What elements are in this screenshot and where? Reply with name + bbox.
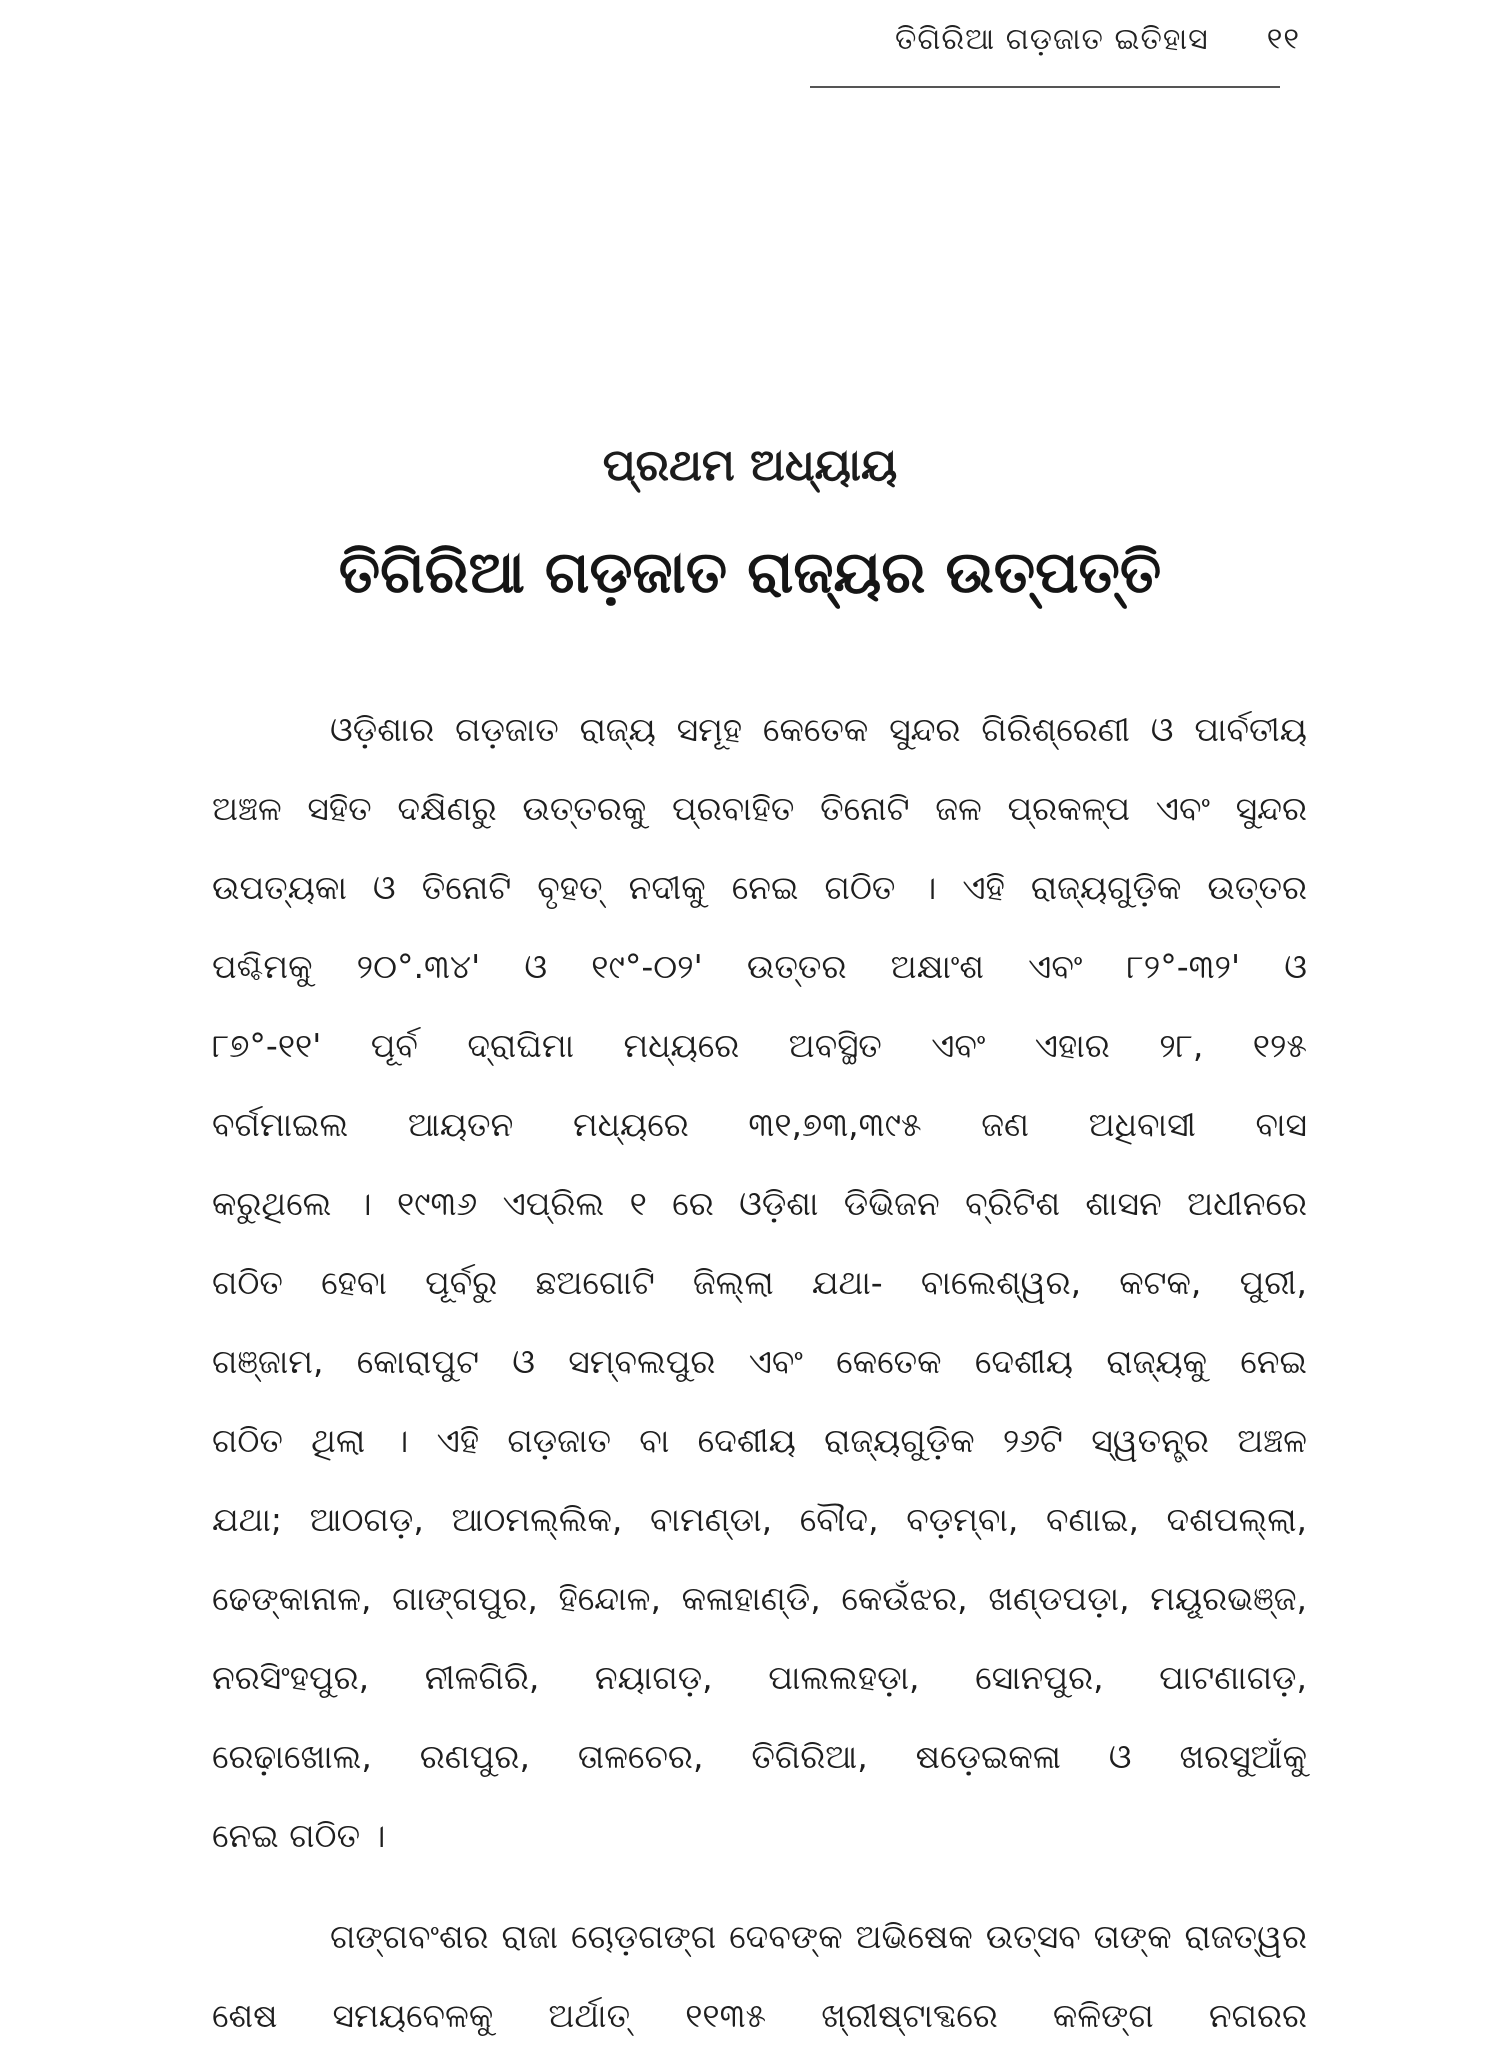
running-head (895, 22, 1300, 57)
paragraph-line: କରୁଥିଲେ । ୧୯୩୬ ଏପ୍ରିଲ ୧ ରେ ଓଡ଼ିଶା ଡିଭିଜନ ବ୍ରିଟିଶ ଶାସନ ଅଧୀନରେ (212, 1184, 1307, 1223)
paragraph-line: ରେଢ଼ାଖୋଲ, ରଣପୁର, ତାଳଚେର, ତିଗିରିଆ, ଷଡ଼େଇକଳା ଓ ଖରସୁଆଁକୁ (212, 1737, 1307, 1776)
paragraph-line: ଉପତ୍ୟକା ଓ ତିନୋଟି ବୃହତ୍ ନଦୀକୁ ନେଇ ଗଠିତ । ଏହି ରାଜ୍ୟଗୁଡ଼ିକ ଉତ୍ତର (212, 868, 1307, 907)
page-number: ୧୧ (1266, 22, 1300, 57)
paragraph-line: ଗଠିତ ହେବା ପୂର୍ବରୁ ଛଅଗୋଟି ଜିଲ୍ଲା ଯଥା- ବାଲେଶ୍ୱର, କଟକ, ପୁରୀ, (212, 1263, 1307, 1302)
paragraph-line: ଗଠିତ ଥିଲା । ଏହି ଗଡ଼ଜାତ ବା ଦେଶୀୟ ରାଜ୍ୟଗୁଡ଼ିକ ୨୬ଟି ସ୍ୱତନ୍ତ୍ର ଅଞ୍ଚଳ (212, 1421, 1307, 1460)
paragraph-line: ଅଞ୍ଚଳ ସହିତ ଦକ୍ଷିଣରୁ ଉତ୍ତରକୁ ପ୍ରବାହିତ ତିନୋଟି ଜଳ ପ୍ରକଳ୍ପ ଏବଂ ସୁନ୍ଦର (212, 789, 1307, 828)
running-head-title: ତିଗିରିଆ ଗଡ଼ଜାତ ଇତିହାସ (894, 22, 1209, 57)
chapter-label: ପ୍ରଥମ ଅଧ୍ୟାୟ (602, 440, 898, 491)
paragraph-line: ନରସିଂହପୁର, ନୀଳଗିରି, ନୟାଗଡ଼, ପାଲଲହଡ଼ା, ସୋନପୁର, ପାଟଣାଗଡ଼, (212, 1658, 1307, 1697)
paragraph-line: ଗଞ୍ଜାମ, କୋରାପୁଟ ଓ ସମ୍ବଲପୁର ଏବଂ କେତେକ ଦେଶୀୟ ରାଜ୍ୟକୁ ନେଇ (212, 1342, 1307, 1381)
paragraph-line: ୮୭°-୧୧' ପୂର୍ବ ଦ୍ରାଘିମା ମଧ୍ୟରେ ଅବସ୍ଥିତ ଏବଂ ଏହାର ୨୮, ୧୨୫ (212, 1026, 1307, 1065)
paragraph-line: ଯଥା; ଆଠଗଡ଼, ଆଠମଲ୍ଲିକ, ବାମଣ୍ଡା, ବୌଦ, ବଡ଼ମ୍ବା, ବଣାଇ, ଦଶପଲ୍ଲା, (212, 1500, 1307, 1539)
paragraph-line: ଶେଷ ସମୟବେଳକୁ ଅର୍ଥାତ୍ ୧୧୩୫ ଖ୍ରୀଷ୍ଟାବ୍ଦରେ କଳିଙ୍ଗ ନଗରର (212, 1996, 1307, 2035)
paragraph-line: ଢେଙ୍କାନାଳ, ଗାଙ୍ଗପୁର, ହିନ୍ଦୋଳ, କଳାହାଣ୍ଡି, କେଉଁଝର, ଖଣ୍ଡପଡ଼ା, ମୟୂରଭଞ୍ଜ, (212, 1579, 1307, 1618)
body-text (212, 690, 1307, 2055)
paragraph-line: ଗଙ୍ଗବଂଶର ରାଜା ଚୋଡ଼ଗଙ୍ଗ ଦେବଙ୍କ ଅଭିଷେକ ଉତ୍ସବ ତାଙ୍କ ରାଜତ୍ୱର (330, 1917, 1307, 1956)
paragraph-line: ପଶ୍ଚିମକୁ ୨୦°.୩୪' ଓ ୧୯°-୦୨' ଉତ୍ତର ଅକ୍ଷାଂଶ ଏବଂ ୮୨°-୩୨' ଓ (212, 947, 1307, 986)
chapter-title: ତିଗିରିଆ ଗଡ଼ଜାତ ରାଜ୍ୟର ଉତ୍ପତ୍ତି (338, 538, 1162, 606)
paragraph-line: ନେଇ ଗଠିତ । (212, 1816, 386, 1855)
header-rule (810, 86, 1280, 88)
paragraph-line: ଓଡ଼ିଶାର ଗଡ଼ଜାତ ରାଜ୍ୟ ସମୂହ କେତେକ ସୁନ୍ଦର ଗିରିଶ୍ରେଣୀ ଓ ପାର୍ବତୀୟ (330, 710, 1307, 749)
paragraph-line: ବର୍ଗମାଇଲ ଆୟତନ ମଧ୍ୟରେ ୩୧,୭୩,୩୯୫ ଜଣ ଅଧିବାସୀ ବାସ (212, 1105, 1307, 1144)
